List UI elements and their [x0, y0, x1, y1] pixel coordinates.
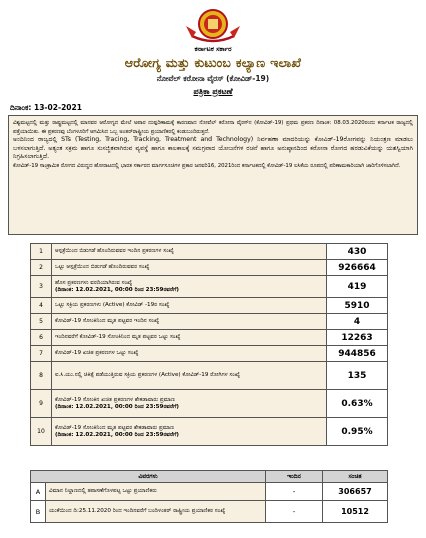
- intro-paragraph-3: ಕೋವಿಡ್-19 ಸಾಂಕ್ರಾಮಿಕ ರೋಗದ ವಿರುದ್ಧದ ಹೋರಾಟದಲ್ಲಿ ಭಾರತ ಸರ್ಕಾರದ ಮಾರ್ಗಸೂಚಿಗಳ ಪ್ರಕಾರ ಜನವರಿ16, 2021ರಿಂದ ಕರ್ನಾಟಕದಲ್ಲಿ ಕೋವಿಡ್-19 ಲಸಿಕೆಯ ರೂಪದಲ್ಲಿ ಪರಿಣಾಮಕಾರಿಯಾಗಿ ಜಾರಿಗೊಳಿಸಲಾಗಿದೆ.: [13, 162, 401, 169]
- table-row: [31, 330, 388, 346]
- subtitle: ನೋವೆಲ್ ಕರೋನಾ ವೈರಸ್ (ಕೋವಿಡ್-19): [156, 74, 270, 83]
- row-number: 3: [31, 276, 52, 298]
- row-number: 5: [31, 314, 52, 330]
- table-row: [31, 260, 388, 276]
- table-row: [31, 244, 388, 260]
- row-total: 10512: [323, 501, 388, 523]
- row-description: ಕೋವಿಡ್-19 ಸೋಂಕಿನಿಂದ ಮೃತ ಪಟ್ಟವರ ಇಂದಿನ ಸಂಖ್ಯೆ: [52, 314, 327, 330]
- row-description: ಇಂದಿನವರೆಗೆ ಕೋವಿಡ್-19 ಸೋಂಕಿನಿಂದ ಮೃತ ಪಟ್ಟವರ ಒಟ್ಟು ಸಂಖ್ಯೆ: [52, 330, 327, 346]
- row-today: -: [266, 501, 323, 523]
- row-number: 4: [31, 298, 52, 314]
- stats-table: [30, 243, 388, 446]
- row-number: 10: [31, 418, 52, 446]
- row-description: ಒಟ್ಟು ಆಸ್ಪತ್ರೆಯಿಂದ ಬಿಡುಗಡೆ ಹೊಂದಿರುವವರ ಸಂಖ್ಯೆ: [52, 260, 327, 276]
- row-value: 5910: [327, 298, 388, 314]
- row-total: 306657: [323, 483, 388, 501]
- table-row: [31, 483, 388, 501]
- row-letter: B: [31, 501, 46, 523]
- row-value: 12263: [327, 330, 388, 346]
- row-description: ಐ.ಸಿ.ಯು.ನಲ್ಲಿ ಚಿಕಿತ್ಸೆ ಪಡೆಯುತ್ತಿರುವ ಸಕ್ರಿಯ ಪ್ರಕರಣಗಳ (Active) ಕೋವಿಡ್-19 ರೋಗಿಗಳ ಸಂಖ್ಯೆ: [52, 362, 327, 390]
- row-description: ಕೋವಿಡ್-19 ಸೋಂಕಿನಿಂದ ಮೃತ ಪಟ್ಟವರ ಶೇಕಡಾವಾರು ಪ್ರಮಾಣ (ದಿನಾಂಕ: 12.02.2021, 00:00 ರಿಂದ 23:59ರವರೆಗೆ): [52, 418, 327, 446]
- row-value: 419: [327, 276, 388, 298]
- row-description: ಕೋವಿಡ್-19 ಖಚಿತ ಪ್ರಕರಣಗಳ ಒಟ್ಟು ಸಂಖ್ಯೆ: [52, 346, 327, 362]
- table-row: [31, 298, 388, 314]
- intro-paragraph-2: ಅಂದಿನಿಂದ ರಾಜ್ಯದಲ್ಲಿ STs (Testing, Tracing, Tracking, Treatment and Technology) ನಿರ್ವಹಣಾ ಮಾದರಿಯನ್ನು ಕೋವಿಡ್-19ರೋಗವನ್ನು ನಿಯಂತ್ರಣ ಮಾಡಲು ಬಳಸಲಾಗುತ್ತಿದೆ. ಅತ್ಯಂತ ಸಕ್ರಮ ಹಾಗೂ ಸುಸಜ್ಜಿತವಾಗಿರುವ ವ್ಯವಸ್ಥೆ ಹಾಗೂ ಕಾಲಕಾಲಕ್ಕೆ ಸಮಗ್ರವಾದ ಯೋಜನೆಗಳ ರಚನೆ ಹಾಗೂ ಅನುಷ್ಠಾನದಿಂದ ಕರೋನಾ ರೋಗದ ಹರಡುವಿಕೆಯನ್ನು ಯಶಸ್ವಿಯಾಗಿ ನಿಗ್ರಹಿಸಲಾಗುತ್ತಿದೆ.: [13, 136, 413, 161]
- row-letter: A: [31, 483, 46, 501]
- press-release-heading: [0, 87, 426, 97]
- table-row: [31, 390, 388, 418]
- table-header-row: [31, 471, 388, 483]
- row-number: 9: [31, 390, 52, 418]
- table-row: [31, 346, 388, 362]
- government-label: ಕರ್ನಾಟಕ ಸರ್ಕಾರ: [194, 45, 232, 53]
- header-today: ಇಂದಿನ: [266, 471, 323, 483]
- row-value: 430: [327, 244, 388, 260]
- row-value: 0.95%: [327, 418, 388, 446]
- table-row: [31, 314, 388, 330]
- travel-table: [30, 470, 388, 523]
- table-row: [31, 418, 388, 446]
- row-description: ವಿಮಾನ ನಿಲ್ದಾಣದಲ್ಲಿ ತಪಾಸಣೆಗೊಳಪಟ್ಟ ಒಟ್ಟು ಪ್ರಯಾಣಿಕರು: [46, 483, 266, 501]
- table-row: [31, 276, 388, 298]
- row-description: ಆಸ್ಪತ್ರೆಯಿಂದ ಬಿಡುಗಡೆ ಹೊಂದಿರುವವರ ಇಂದಿನ ಪ್ರಕರಣಗಳ ಸಂಖ್ಯೆ: [52, 244, 327, 260]
- header-cumulative: ಸಂಚಿತ: [323, 471, 388, 483]
- karnataka-emblem-icon: [182, 6, 244, 46]
- table-row: [31, 362, 388, 390]
- row-value: 4: [327, 314, 388, 330]
- row-number: 6: [31, 330, 52, 346]
- row-number: 1: [31, 244, 52, 260]
- row-value: 0.63%: [327, 390, 388, 418]
- row-description: ಕೋವಿಡ್-19 ಸೋಂಕಿನ ಖಚಿತ ಪ್ರಕರಣಗಳ ಶೇಕಡಾವಾರು ಪ್ರಮಾಣ (ದಿನಾಂಕ: 12.02.2021, 00:00 ರಿಂದ 23:59ರವರೆಗೆ): [52, 390, 327, 418]
- row-number: 8: [31, 362, 52, 390]
- header-details: ವಿವರಗಳು: [31, 471, 266, 483]
- press-release-label: ಪತ್ರಿಕಾ ಪ್ರಕಟಣೆ: [193, 87, 233, 96]
- row-value: 135: [327, 362, 388, 390]
- row-number: 7: [31, 346, 52, 362]
- date-line: ದಿನಾಂಕ: 13-02-2021: [10, 103, 82, 112]
- row-description: ಹೊಸ ಪ್ರಕರಣಗಳು ವರದಿಯಾಗಿರುವ ಸಂಖ್ಯೆ (ದಿನಾಂಕ: 12.02.2021, 00:00 ರಿಂದ 23:59ರವರೆಗೆ): [52, 276, 327, 298]
- row-number: 2: [31, 260, 52, 276]
- row-value: 944856: [327, 346, 388, 362]
- row-description: ಯುಕೆಯಿಂದ ದಿ:25.11.2020 ರಿಂದ ಇಂದಿನವರೆಗೆ ಬಂದಿಳಂತರ್ ರಾಷ್ಟ್ರೀಯ ಪ್ರಯಾಣಿಕರ ಸಂಖ್ಯೆ: [46, 501, 266, 523]
- intro-box: [8, 115, 418, 235]
- row-today: -: [266, 483, 323, 501]
- row-description: ಒಟ್ಟು ಸಕ್ರಿಯ ಪ್ರಕರಣಗಳು (Active) ಕೋವಿಡ್ -19ರ ಸಂಖ್ಯೆ: [52, 298, 327, 314]
- table-row: [31, 501, 388, 523]
- department-title: ಆರೋಗ್ಯ ಮತ್ತು ಕುಟುಂಬ ಕಲ್ಯಾಣ ಇಲಾಖೆ: [124, 55, 302, 70]
- row-value: 926664: [327, 260, 388, 276]
- intro-paragraph-1: ವಿಶ್ವಮಟ್ಟದಲ್ಲಿ ಮತ್ತು ರಾಷ್ಟ್ರಮಟ್ಟದಲ್ಲಿ ಮಾನವರ ಆರೋಗ್ಯದ ಮೇಲೆ ಅಪಾರ ದುಷ್ಪರಿಣಾಮಕ್ಕೆ ಕಾರಣವಾದ ನೋವೆಲ್ ಕರೋನಾ ವೈರಸ್‌ನ (ಕೋವಿಡ್-19) ಪ್ರಥಮ ಪ್ರಕರಣ ದಿನಾಂಕ: 08.03.2020ರಂದು ಕರ್ನಾಟಕ ರಾಜ್ಯದಲ್ಲಿ ಪತ್ತೆಯಾಯಿತು. ಈ ಪ್ರಕರಣವು ಬೆಂಗಳೂರಿಗೆ ಆಗಮಿಸಿದ ಒಬ್ಬ ಅಂತರ್‌ರಾಷ್ಟ್ರೀಯ ಪ್ರಯಾಣಿಕರಲ್ಲಿ ಕಂಡುಬಂದಿರುತ್ತದೆ.: [13, 120, 413, 135]
